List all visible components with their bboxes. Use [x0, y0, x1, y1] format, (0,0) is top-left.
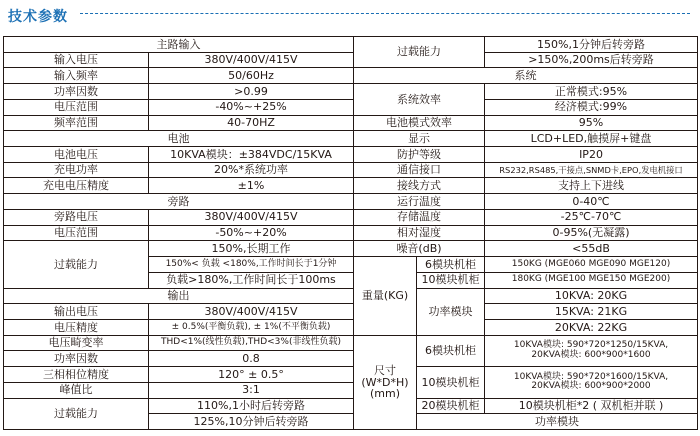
phase-accuracy-value: 120° ± 0.5° — [149, 367, 354, 383]
dim-cab10-value — [485, 367, 698, 398]
weight-cab10-value: 180KG (MGE100 MGE150 MGE200) — [485, 272, 698, 288]
input-pf-label: 功率因数 — [4, 84, 149, 100]
dim-cab10-line-1: 10KVA模块: 590*720*1600/15KVA, — [513, 371, 669, 382]
table-row — [4, 178, 698, 194]
table-row — [4, 319, 698, 335]
output-voltage-label: 输出电压 — [4, 304, 149, 320]
crest-factor-value: 3:1 — [149, 382, 354, 398]
comm-label: 通信接口 — [354, 162, 485, 178]
bypass-voltage-label: 旁路电压 — [4, 209, 149, 225]
section-header — [0, 0, 700, 30]
bypass-range-value: -50%~+20% — [149, 225, 354, 241]
input-voltage-range-label: 电压范围 — [4, 99, 149, 115]
storage-temp-value: -25℃-70℃ — [485, 209, 698, 225]
output-pf-value: 0.8 — [149, 351, 354, 367]
dim-cab20-label: 20模块机柜 — [417, 398, 485, 414]
distortion-label: 电压畸变率 — [4, 335, 149, 351]
noise-value: <55dB — [485, 241, 698, 257]
display-label: 显示 — [354, 131, 485, 147]
overload-label: 过载能力 — [354, 37, 485, 68]
charge-power-value: 20%*系统功率 — [149, 162, 354, 178]
output-accuracy-label: 电压精度 — [4, 319, 149, 335]
distortion-value: THD<1%(线性负载),THD<3%(非线性负载) — [149, 335, 354, 351]
dim-cab10-line-2: 20KVA模块: 600*900*2000 — [531, 381, 651, 392]
output-pf-label: 功率因数 — [4, 351, 149, 367]
op-temp-label: 运行温度 — [354, 194, 485, 210]
battery-efficiency-value: 95% — [485, 115, 698, 131]
system-efficiency-eco: 经济模式:99% — [485, 99, 698, 115]
input-frequency-label: 输入频率 — [4, 68, 149, 84]
wiring-label: 接线方式 — [354, 178, 485, 194]
weight-cab10-label: 10模块机柜 — [417, 272, 485, 288]
output-overload-value-2: 125%,10分钟后转旁路 — [149, 414, 354, 430]
system-efficiency-label: 系统效率 — [354, 84, 485, 115]
dim-cab10-label: 10模块机柜 — [417, 367, 485, 398]
weight-module-label: 功率模块 — [417, 288, 485, 335]
dimensions-label-2: (W*D*H)(mm) — [361, 375, 409, 401]
section-main-input: 主路输入 — [4, 37, 354, 53]
weight-module-10kva: 10KVA: 20KG — [485, 288, 698, 304]
table-row — [4, 367, 698, 383]
table-row — [4, 162, 698, 178]
bypass-overload-value-3: 负载>180%,工作时间长于100ms — [149, 272, 354, 288]
output-accuracy-value: ± 0.5%(平衡负载), ± 1%(不平衡负载) — [149, 319, 354, 335]
input-frequency-value: 50/60Hz — [149, 68, 354, 84]
table-row — [4, 131, 698, 147]
spec-table — [3, 36, 698, 430]
input-voltage-label: 输入电压 — [4, 52, 149, 68]
weight-module-15kva: 15KVA: 21KG — [485, 304, 698, 320]
table-row — [4, 115, 698, 131]
crest-factor-label: 峰值比 — [4, 382, 149, 398]
input-voltage-range-value: -40%~+25% — [149, 99, 354, 115]
charge-accuracy-value: ±1% — [149, 178, 354, 194]
table-row — [4, 304, 698, 320]
output-overload-label: 过载能力 — [4, 398, 149, 429]
dim-cab6-value — [485, 335, 698, 366]
phase-accuracy-label: 三相相位精度 — [4, 367, 149, 383]
weight-cab6-label: 6模块机柜 — [417, 257, 485, 273]
humidity-label: 相对湿度 — [354, 225, 485, 241]
protection-value: IP20 — [485, 147, 698, 163]
table-row — [4, 288, 698, 304]
input-freq-range-label: 频率范围 — [4, 115, 149, 131]
noise-label: 噪音(dB) — [354, 241, 485, 257]
battery-voltage-value: 10KVA模块：±384VDC/15KVA — [149, 147, 354, 163]
weight-label: 重量(KG) — [354, 257, 417, 336]
system-efficiency-normal: 正常模式:95% — [485, 84, 698, 100]
table-row — [4, 99, 698, 115]
bypass-overload-value-1: 150%,长期工作 — [149, 241, 354, 257]
wiring-value: 支持上下进线 — [485, 178, 698, 194]
table-row — [4, 398, 698, 414]
charge-power-label: 充电功率 — [4, 162, 149, 178]
dimensions-label — [354, 335, 417, 429]
section-battery: 电池 — [4, 131, 354, 147]
table-row — [4, 52, 698, 68]
overload-value-1: 150%,1分钟后转旁路 — [485, 37, 698, 53]
comm-value: RS232,RS485,干接点,SNMD卡,EPO,发电机接口 — [485, 162, 698, 178]
section-bypass: 旁路 — [4, 194, 354, 210]
section-output: 输出 — [4, 288, 354, 304]
input-pf-value: >0.99 — [149, 84, 354, 100]
table-row — [4, 241, 698, 257]
table-row — [4, 68, 698, 84]
output-overload-value-1: 110%,1小时后转旁路 — [149, 398, 354, 414]
bypass-overload-value-2: 150%< 负载 <180%,工作时间长于1分钟 — [149, 257, 354, 273]
storage-temp-label: 存储温度 — [354, 209, 485, 225]
dim-cab6-line-1: 10KVA模块: 590*720*1250/15KVA, — [513, 340, 669, 351]
dim-cab20-value: 10模块机柜*2 ( 双机柜并联 ) — [485, 398, 698, 414]
bypass-range-label: 电压范围 — [4, 225, 149, 241]
table-row — [4, 225, 698, 241]
input-freq-range-value: 40-70HZ — [149, 115, 354, 131]
section-system: 系统 — [354, 68, 698, 84]
dim-cab6-label: 6模块机柜 — [417, 335, 485, 366]
battery-voltage-label: 电池电压 — [4, 147, 149, 163]
dimensions-label-1: 尺寸 — [374, 364, 396, 377]
bypass-voltage-value: 380V/400V/415V — [149, 209, 354, 225]
charge-accuracy-label: 充电电压精度 — [4, 178, 149, 194]
humidity-value: 0-95%(无凝露) — [485, 225, 698, 241]
battery-efficiency-label: 电池模式效率 — [354, 115, 485, 131]
power-module-size-label: 功率模块 — [417, 414, 698, 430]
protection-label: 防护等级 — [354, 147, 485, 163]
input-voltage-value: 380V/400V/415V — [149, 52, 354, 68]
op-temp-value: 0-40℃ — [485, 194, 698, 210]
weight-module-20kva: 20KVA: 22KG — [485, 319, 698, 335]
page-title: 技术参数 — [8, 9, 68, 25]
table-row — [4, 37, 698, 53]
table-row — [4, 84, 698, 100]
header-divider — [80, 13, 690, 14]
table-row — [4, 209, 698, 225]
table-row — [4, 147, 698, 163]
overload-value-2: >150%,200ms后转旁路 — [485, 52, 698, 68]
bypass-overload-label: 过载能力 — [4, 241, 149, 288]
dim-cab6-line-2: 20KVA模块: 600*900*1600 — [531, 349, 651, 360]
output-voltage-value: 380V/400V/415V — [149, 304, 354, 320]
weight-cab6-value: 150KG (MGE060 MGE090 MGE120) — [485, 257, 698, 273]
display-value: LCD+LED,触摸屏+键盘 — [485, 131, 698, 147]
table-row — [4, 194, 698, 210]
table-row — [4, 335, 698, 351]
